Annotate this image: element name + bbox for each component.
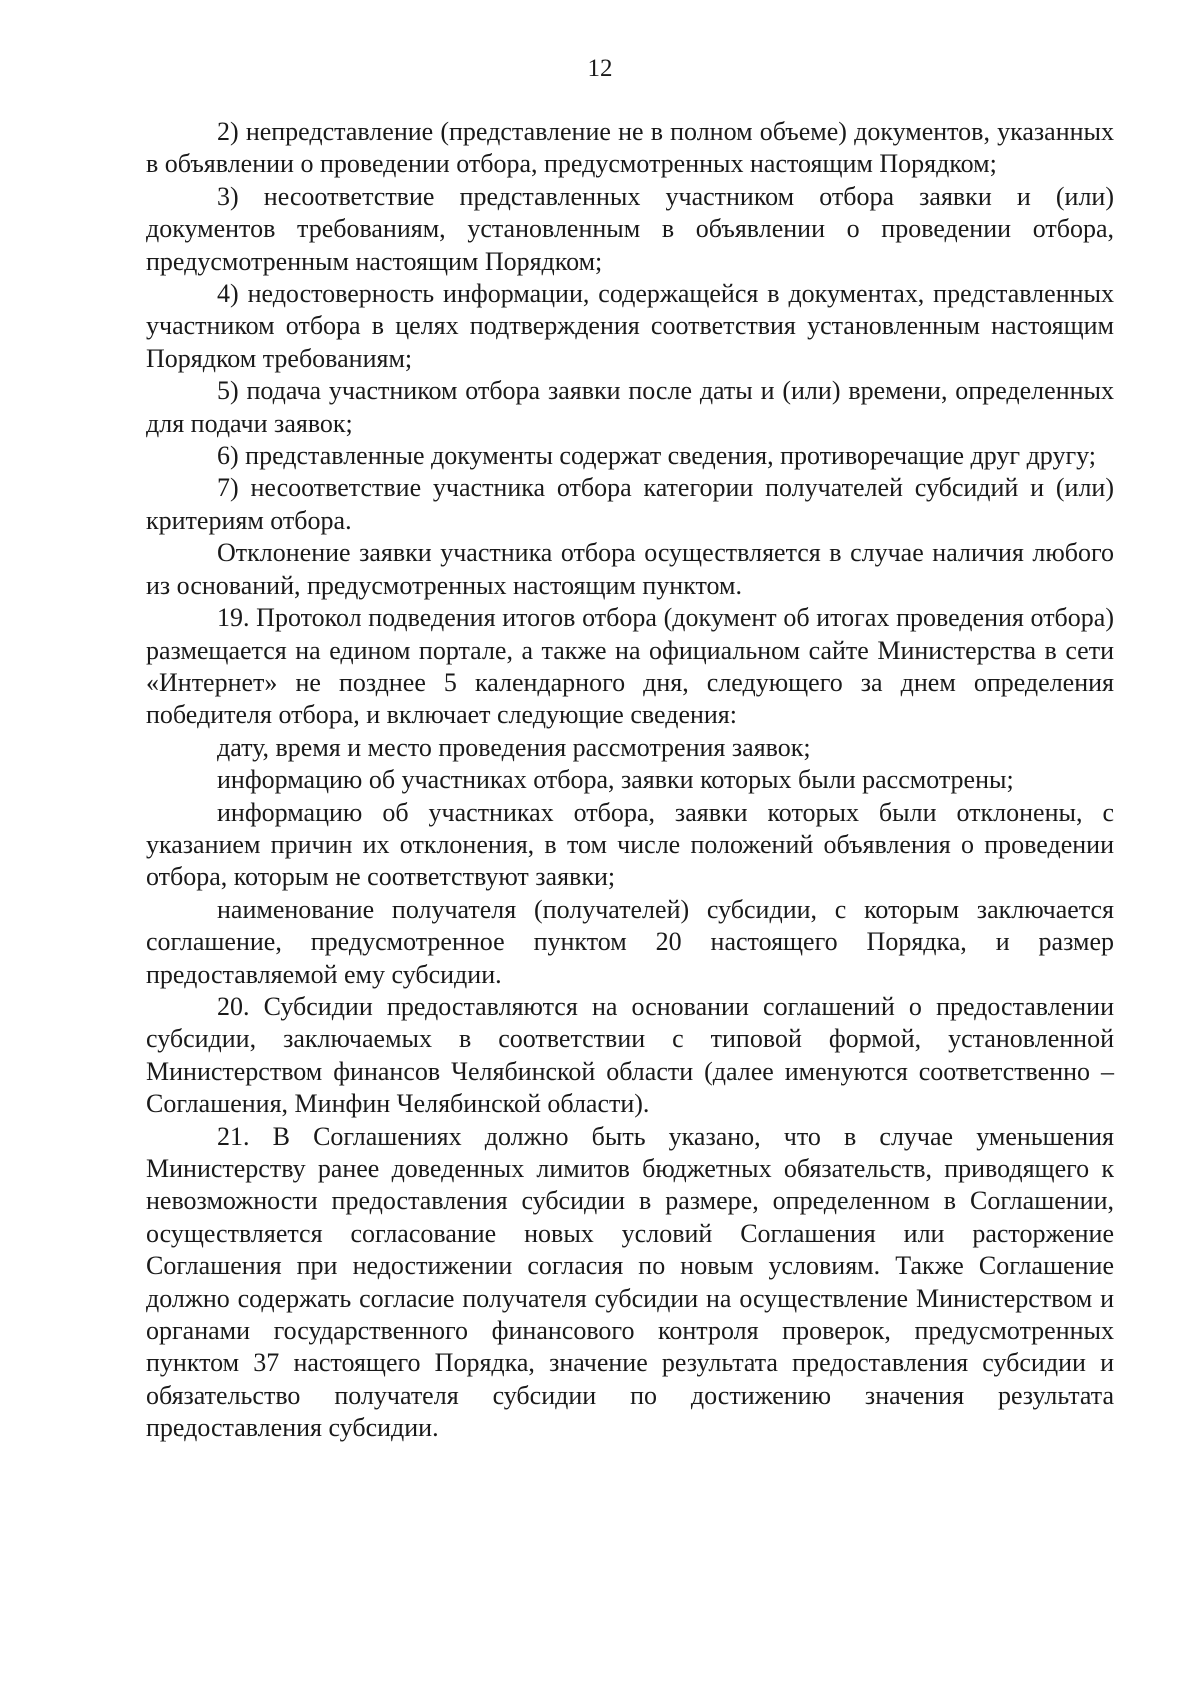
paragraph-info-rejected: информацию об участниках отбора, заявки которых были отклонены, с указанием причин их отклонения, в том числе положений объявления о проведении отбора, которым не соответствуют заявки; — [146, 797, 1114, 892]
paragraph-item-5: 5) подача участником отбора заявки после даты и (или) времени, определенных для подачи заявок; — [146, 376, 1114, 438]
paragraph-item-3: 3) несоответствие представленных участником отбора заявки и (или) документов требованиям, установленным в объявлении о проведении отбора, предусмотренным настоящим Порядком; — [146, 181, 1114, 276]
paragraph-item-4: 4) недостоверность информации, содержащейся в документах, представленных участником отбора в целях подтверждения соответствия установленным настоящим Порядком требованиям; — [146, 279, 1114, 373]
paragraph-section-19: 19. Протокол подведения итогов отбора (документ об итогах проведения отбора) размещается на едином портале, а также на официальном сайте Министерства в сети «Интернет» не позднее 5 календарного дня, следующего за днем определения победителя отбора, и включает следующие сведения: — [146, 603, 1114, 730]
paragraph-info-reviewed: информацию об участниках отбора, заявки которых были рассмотрены; — [217, 765, 1014, 795]
paragraph-info-recipient: наименование получателя (получателей) субсидии, с которым заключается соглашение, предусмотренное пунктом 20 настоящего Порядка, и размер предоставляемой ему субсидии. — [146, 894, 1114, 989]
paragraph-rejection-note: Отклонение заявки участника отбора осуществляется в случае наличия любого из оснований, предусмотренных настоящим пунктом. — [146, 538, 1114, 600]
paragraph-info-date: дату, время и место проведения рассмотрения заявок; — [217, 732, 811, 762]
page-number: 12 — [587, 55, 613, 82]
document-body — [146, 116, 1114, 1445]
paragraph-item-7: 7) несоответствие участника отбора категории получателей субсидий и (или) критериям отбора. — [146, 473, 1114, 535]
paragraph-item-6: 6) представленные документы содержат сведения, противоречащие друг другу; — [217, 441, 1097, 471]
paragraph-section-21: 21. В Соглашениях должно быть указано, что в случае уменьшения Министерству ранее доведенных лимитов бюджетных обязательств, приводящего к невозможности предоставления субсидии в размере, определенном в Соглашении, осуществляется согласование новых условий Соглашения или расторжение Соглашения при недостижении согласия по новым условиям. Также Соглашение должно содержать согласие получателя субсидии на осуществление Министерством и органами государственного финансового контроля проверок, предусмотренных пунктом 37 настоящего Порядка, значение результата предоставления субсидии и обязательство получателя субсидии по достижению значения результата предоставления субсидии. — [146, 1121, 1114, 1443]
paragraph-item-2: 2) непредставление (представление не в полном объеме) документов, указанных в объявлении о проведении отбора, предусмотренных настоящим Порядком; — [146, 117, 1114, 179]
paragraph-section-20: 20. Субсидии предоставляются на основании соглашений о предоставлении субсидии, заключаемых в соответствии с типовой формой, установленной Министерством финансов Челябинской области (далее именуются соответственно – Соглашения, Минфин Челябинской области). — [146, 991, 1114, 1119]
